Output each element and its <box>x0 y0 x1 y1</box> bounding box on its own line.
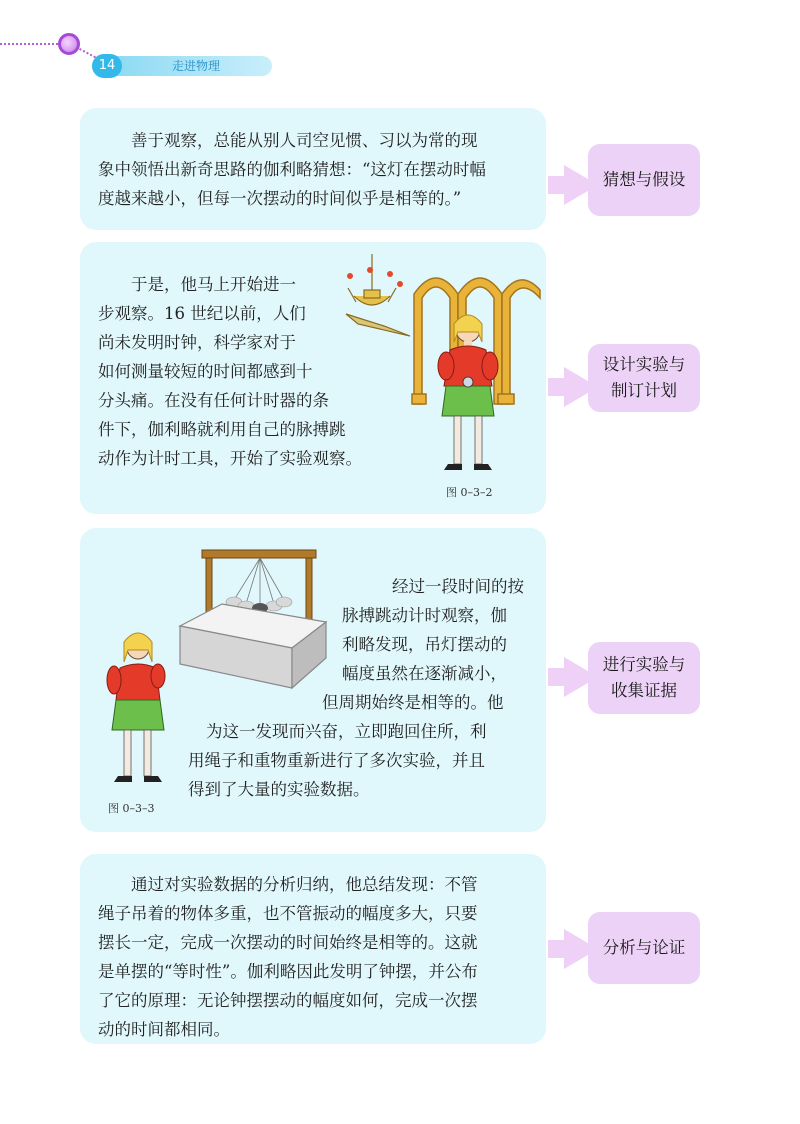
paragraph-analysis <box>98 870 478 1044</box>
paragraph-experiment <box>186 572 532 804</box>
text-line: 分头痛。在没有任何计时器的条 <box>98 391 329 410</box>
figure-caption: 图 0–3–2 <box>446 486 493 499</box>
step-label-line: 进行实验与 <box>602 655 686 674</box>
text-line: 得到了大量的实验数据。 <box>188 780 370 799</box>
text-line: 动的时间都相同。 <box>98 1020 230 1039</box>
step-label-line: 收集证据 <box>611 681 677 700</box>
figure-caption: 图 0–3–3 <box>108 802 155 815</box>
text-line: 善于观察，总能从别人司空见惯、习以为常的现 <box>131 131 478 150</box>
section-title: 走进物理 <box>172 59 221 73</box>
step-label-design <box>588 344 700 412</box>
step-label-experiment <box>588 642 700 714</box>
header-circle-icon <box>58 33 80 55</box>
text-line: 为这一发现而兴奋，立即跑回住所，利 <box>206 722 487 741</box>
paragraph-hypothesis <box>98 126 486 213</box>
text-line: 通过对实验数据的分析归纳，他总结发现：不管 <box>131 875 478 894</box>
text-line: 脉搏跳动计时观察，伽 <box>342 606 507 625</box>
text-line: 度越来越小，但每一次摆动的时间似乎是相等的。” <box>98 189 462 208</box>
step-label-line: 设计实验与 <box>602 355 686 374</box>
text-line: 用绳子和重物重新进行了多次实验，并且 <box>188 751 485 770</box>
text-line: 尚未发明时钟，科学家对于 <box>98 333 296 352</box>
step-label-hypothesis: 猜想与假设 <box>588 144 700 216</box>
paragraph-design <box>98 270 362 473</box>
text-line: 如何测量较短的时间都感到十 <box>98 362 313 381</box>
text-line: 步观察。16 世纪以前，人们 <box>98 304 306 323</box>
illustration-cathedral-chandelier <box>344 254 544 480</box>
text-line: 件下，伽利略就利用自己的脉搏跳 <box>98 420 346 439</box>
page-number: 14 <box>92 54 122 78</box>
text-line: 但周期始终是相等的。他 <box>322 693 504 712</box>
text-line: 动作为计时工具，开始了实验观察。 <box>98 449 362 468</box>
text-line: 幅度虽然在逐渐减小， <box>342 664 507 683</box>
text-line: 摆长一定，完成一次摆动的时间始终是相等的。这就 <box>98 933 478 952</box>
text-line: 利略发现，吊灯摆动的 <box>342 635 507 654</box>
header-dotted-line <box>0 43 62 45</box>
text-line: 绳子吊着的物体多重，也不管振动的幅度多大，只要 <box>98 904 478 923</box>
step-label-line: 制订计划 <box>611 381 677 400</box>
text-line: 经过一段时间的按 <box>392 577 524 596</box>
text-line: 是单摆的“等时性”。伽利略因此发明了钟摆，并公布 <box>98 962 478 981</box>
text-line: 了它的原理：无论钟摆摆动的幅度如何，完成一次摆 <box>98 991 478 1010</box>
text-line: 象中领悟出新奇思路的伽利略猜想：“这灯在摆动时幅 <box>98 160 486 179</box>
step-label-analysis: 分析与论证 <box>588 912 700 984</box>
text-line: 于是，他马上开始进一 <box>131 275 296 294</box>
